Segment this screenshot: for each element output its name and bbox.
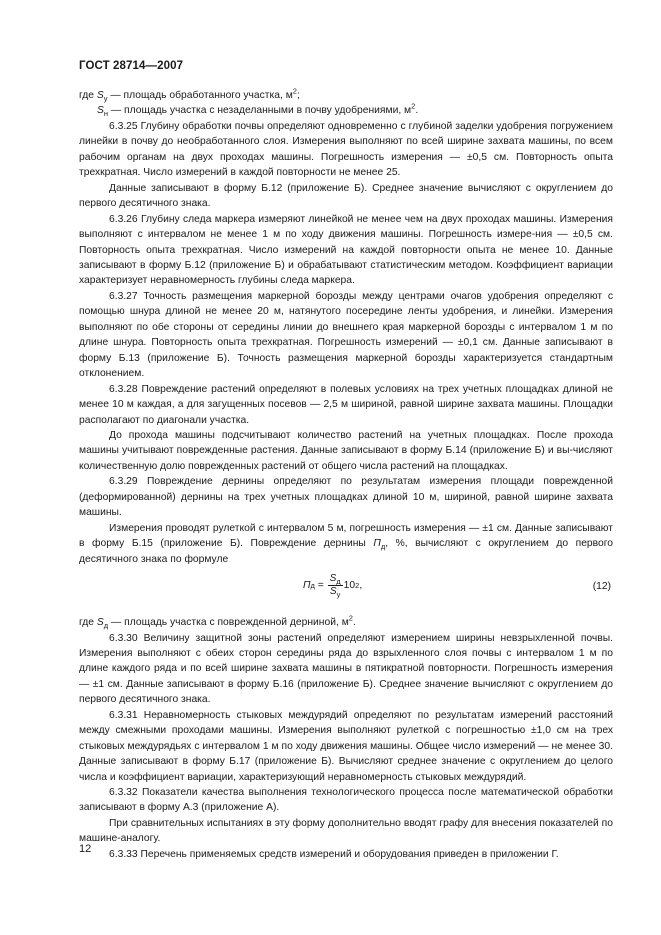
paragraph-6-3-25: 6.3.25 Глубину обработки почвы определяют одновременно с глубиной заделки удобрения погружением линейки в почву до необработанного слоя. Измерения выполняют по всей ширине захвата машины, по всем рабочим органам на двух проходах машины. Погрешность измерения — ±0,5 см. Повторность опыта трехкратная. Число измерений в каждой повторности не менее 25. (79, 120, 613, 179)
definition-line: $S_н$ — площадь участка с незаделанными в почву удобрениями, $м^2$. (97, 102, 419, 119)
paragraph-6-3-27: 6.3.27 Точность размещения маркерной борозды между центрами очагов удобрения определяют с помощью шнура длиной не менее 20 м, натянутого посередине ленты удобрения, и линейки. Измерения выполняют по обе стороны от середины линии до внешнего края маркерной борозды с интервалом 1 м по длине шнура. Повторность опыта трехкратная. Погрешность измерений — ±0,1 см. Данные записывают в форму Б.13 (приложение Б). Точность размещения маркерной борозды характеризуется стандартным отклонением. (79, 290, 613, 380)
paragraph-6-3-30: 6.3.30 Величину защитной зоны растений определяют измерением ширины невзрыхленной почвы. Измерения выполняют с обеих сторон середины ряда до взрыхленного слоя почвы с интервалом 1 м по длине каждого ряда и по всей ширине захвата машины в пятикратной повторности. Погрешность измерения — ±1 см. Данные записывают в форму Б.16 (приложение Б). Среднее значение вычисляют с округлением до первого десятичного знака. (79, 632, 613, 706)
document-header: ГОСТ 28714—2007 (79, 60, 184, 72)
paragraph-6-3-26: 6.3.26 Глубину следа маркера измеряют линейкой не менее чем на двух проходах машины. Измерения выполняют с интервалом не менее 1 м по ходу движения машины. Погрешность измере-ния — ±0,5 см. Повторность опыта трехкратная. Число измерений на каждой повторности опыта не менее 10. Данные записывают в форму Б.12 (приложение Б) и обрабатывают статистическим методом. Коэффициент вариации характеризует неравномерность глубины следа маркера. (79, 213, 613, 287)
paragraph-6-3-33: 6.3.33 Перечень применяемых средств измерений и оборудования приведен в приложении Г. (109, 848, 559, 860)
paragraph-6-3-29: 6.3.29 Повреждение дернины определяют по результатам измерения площади поврежденной (деформированной) дернины на трех учетных площадках длиной 10 м, шириной, равной ширине захвата машины. (79, 476, 613, 519)
definition-line: где $S_y$ — площадь обработанного участка, $м^2$; (79, 86, 300, 104)
symbol: S (96, 90, 104, 101)
paragraph: До прохода машины подсчитывают количество растений на учетных площадках. После прохода машины учитывают поврежденные растения. Данные записывают в форму Б.14 (приложение Б) и вы-числяют количественную долю поврежденных растений от общего числа растений на площадках. (79, 429, 613, 472)
definition-line: где $S_д$ — площадь участка с поврежденной дерниной, $м^2$. (79, 613, 356, 631)
fraction: $\frac{S_д}{S_y}$ (329, 573, 341, 600)
formula-12 (79, 569, 613, 605)
paragraph-6-3-32: 6.3.32 Показатели качества выполнения технологического процесса после математической обработки записывают в форму А.3 (приложение А). (79, 787, 613, 814)
page-number: 12 (79, 843, 92, 855)
paragraph-6-3-31: 6.3.31 Неравномерность стыковых междурядий определяют по результатам измерений расстояний между смежными проходами машины. Измерения выполняют рулеткой с погрешностью ±1,0 см на трех стыковых междурядьях с интервалом 1 м по ходу движения машины. Общее число измерений — не менее 30. Данные записывают в форму Б.17 (приложение Б). Вычисляют среднее значение с округлением до целого числа и коэффициент вариации, характеризующий неравномерность стыковых междурядий. (79, 709, 613, 783)
paragraph: Данные записывают в форму Б.12 (приложение Б). Среднее значение вычисляют с округлением до первого десятичного знака. (79, 182, 613, 210)
page-body (79, 88, 613, 862)
paragraph-6-3-28: 6.3.28 Повреждение растений определяют в полевых условиях на трех учетных площадках длиной не менее 10 м каждая, а для загущенных посевов — 2,5 м шириной, равной ширине захвата машины. Площадки располагают по диагонали участка. (79, 383, 613, 426)
formula-expression: П д = $\frac{S_д}{S_y}$ 10 2 , (303, 573, 363, 600)
paragraph: При сравнительных испытаниях в эту форму дополнительно вводят графу для внесения показателей по машине-аналогу. (79, 817, 613, 845)
symbol: S (97, 105, 104, 117)
formula-number: (12) (592, 581, 611, 593)
paragraph-formula-intro: Измерения проводят рулеткой с интервалом 5 м, погрешность измерения — ±1 см. Данные записывают в форму Б.15 (приложение Б). Повреждение дернины $П_д$, %, вычисляют с округлением до первого десятичного знака по формуле (79, 522, 613, 565)
